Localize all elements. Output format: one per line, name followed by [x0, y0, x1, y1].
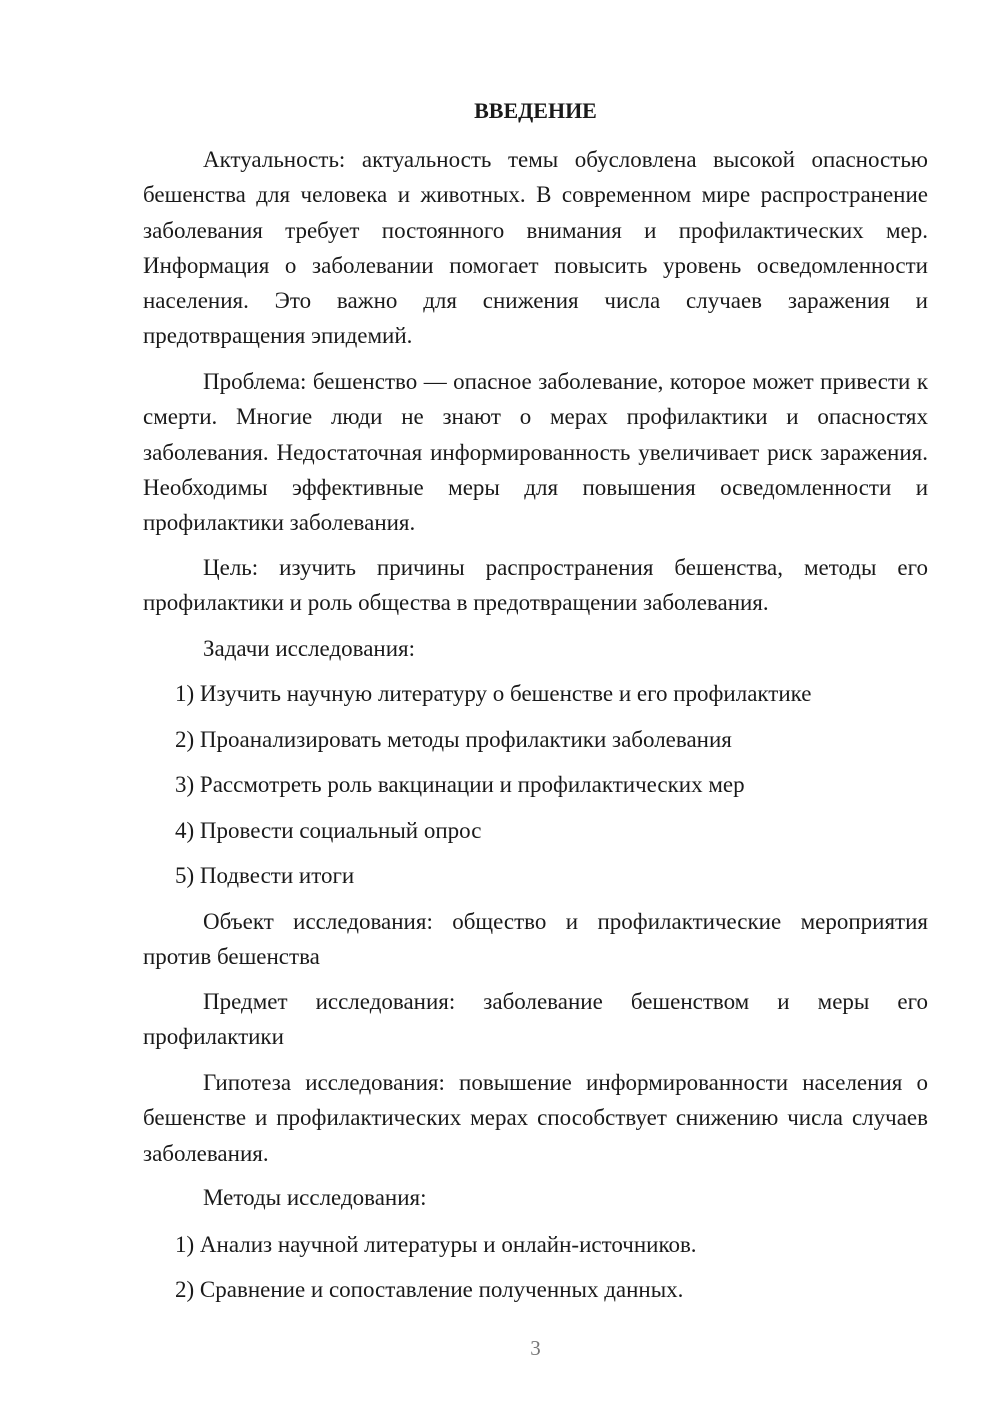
- page-title: ВВЕДЕНИЕ: [474, 98, 597, 123]
- task-item: 1) Изучить научную литературу о бешенстве и его профилактике: [175, 681, 812, 706]
- task-item: 2) Проанализировать методы профилактики заболевания: [175, 727, 732, 752]
- method-item: 1) Анализ научной литературы и онлайн-источников.: [175, 1232, 697, 1257]
- page-number: 3: [530, 1336, 541, 1360]
- goal-paragraph: Цель: изучить причины распространения бешенства, методы его профилактики и роль общества в предотвращении заболевания.: [143, 555, 928, 616]
- hypothesis-paragraph: Гипотеза исследования: повышение информированности населения о бешенстве и профилактических мерах способствует снижению числа случаев заболевания.: [143, 1070, 928, 1166]
- tasks-label: Задачи исследования:: [203, 636, 416, 661]
- problem-paragraph: Проблема: бешенство — опасное заболевание, которое может привести к смерти. Многие люди не знают о мерах профилактики и опасностях заболевания. Недостаточная информированность увеличивает риск заражения. Необходимы эффективные меры для повышения осведомленности и профилактики заболевания.: [143, 369, 928, 536]
- task-item: 5) Подвести итоги: [175, 863, 355, 888]
- relevance-paragraph: Актуальность: актуальность темы обусловлена высокой опасностью бешенства для человека и животных. В современном мире распространение заболевания требует постоянного внимания и профилактических мер. Информация о заболевании помогает повысить уровень осведомленности населения. Это важно для снижения числа случаев заражения и предотвращения эпидемий.: [143, 147, 928, 349]
- object-paragraph: Объект исследования: общество и профилактические мероприятия против бешенства: [143, 909, 928, 970]
- task-item: 3) Рассмотреть роль вакцинации и профилактических мер: [175, 772, 745, 797]
- methods-label: Методы исследования:: [203, 1185, 427, 1210]
- subject-paragraph: Предмет исследования: заболевание бешенством и меры его профилактики: [143, 989, 928, 1050]
- method-item: 2) Сравнение и сопоставление полученных данных.: [175, 1277, 684, 1302]
- task-item: 4) Провести социальный опрос: [175, 818, 482, 843]
